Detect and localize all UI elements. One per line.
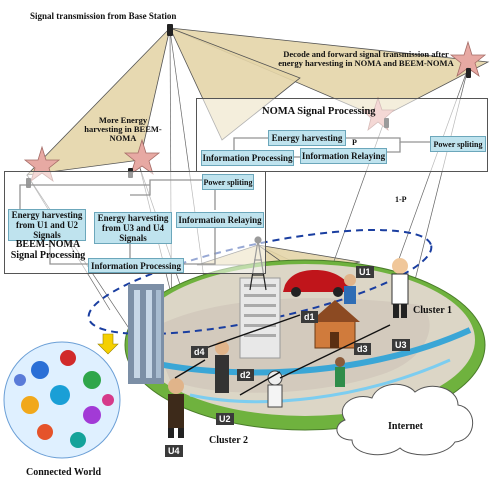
person-u3-girl [335, 357, 345, 387]
diagram-title: Signal transmission from Base Station [30, 11, 177, 21]
distance-label-d2: d2 [237, 369, 254, 381]
connected-world-label: Connected World [26, 467, 102, 478]
noma-energy-harvesting: Energy harvesting [268, 130, 346, 146]
noma-information-relaying: Information Relaying [300, 148, 387, 164]
bs-device-icon [167, 24, 173, 36]
beem-information-relaying: Information Relaying [176, 212, 264, 228]
person-u2-robot [268, 371, 282, 407]
beem-energy-harvesting-u3u4: Energy harvesting from U3 and U4 Signals [94, 212, 172, 244]
beem-information-processing: Information Processing [88, 258, 184, 273]
user-label-u2: U2 [216, 413, 234, 425]
more-energy-annotation: More Energy harvesting in BEEM-NOMA [84, 115, 162, 143]
noma-information-processing: Information Processing [201, 150, 294, 166]
internet-label: Internet [388, 421, 423, 432]
distance-label-d1: d1 [301, 311, 318, 323]
noma-panel-title: NOMA Signal Processing [262, 106, 376, 117]
distance-label-d3: d3 [354, 343, 371, 355]
person-u4 [168, 378, 184, 438]
distance-label-d4: d4 [191, 346, 208, 358]
decode-forward-annotation: Decode and forward signal transmission after energy harvesting in NOMA and BEEM-NOMA [278, 49, 454, 68]
connected-world-globe [4, 342, 120, 458]
down-arrow-icon [98, 334, 118, 354]
person-u2 [215, 341, 229, 393]
user-label-u1: U1 [356, 266, 374, 278]
user-label-u4: U4 [165, 445, 183, 457]
beem-panel-title: BEEM-NOMA Signal Processing [10, 239, 86, 261]
skyscraper [128, 284, 164, 384]
cluster-1-label: Cluster 1 [413, 305, 452, 316]
cluster-2-label: Cluster 2 [209, 435, 248, 446]
beem-energy-harvesting-u1u2: Energy harvesting from U1 and U2 Signals [8, 209, 86, 241]
office-building [240, 278, 280, 358]
p-label: P [352, 138, 357, 147]
beem-power-splitting: Power spliting [202, 174, 254, 190]
one-minus-p-label: 1-P [395, 195, 407, 204]
person-u1 [344, 274, 356, 304]
user-label-u3: U3 [392, 339, 410, 351]
noma-power-splitting: Power spliting [430, 136, 486, 152]
